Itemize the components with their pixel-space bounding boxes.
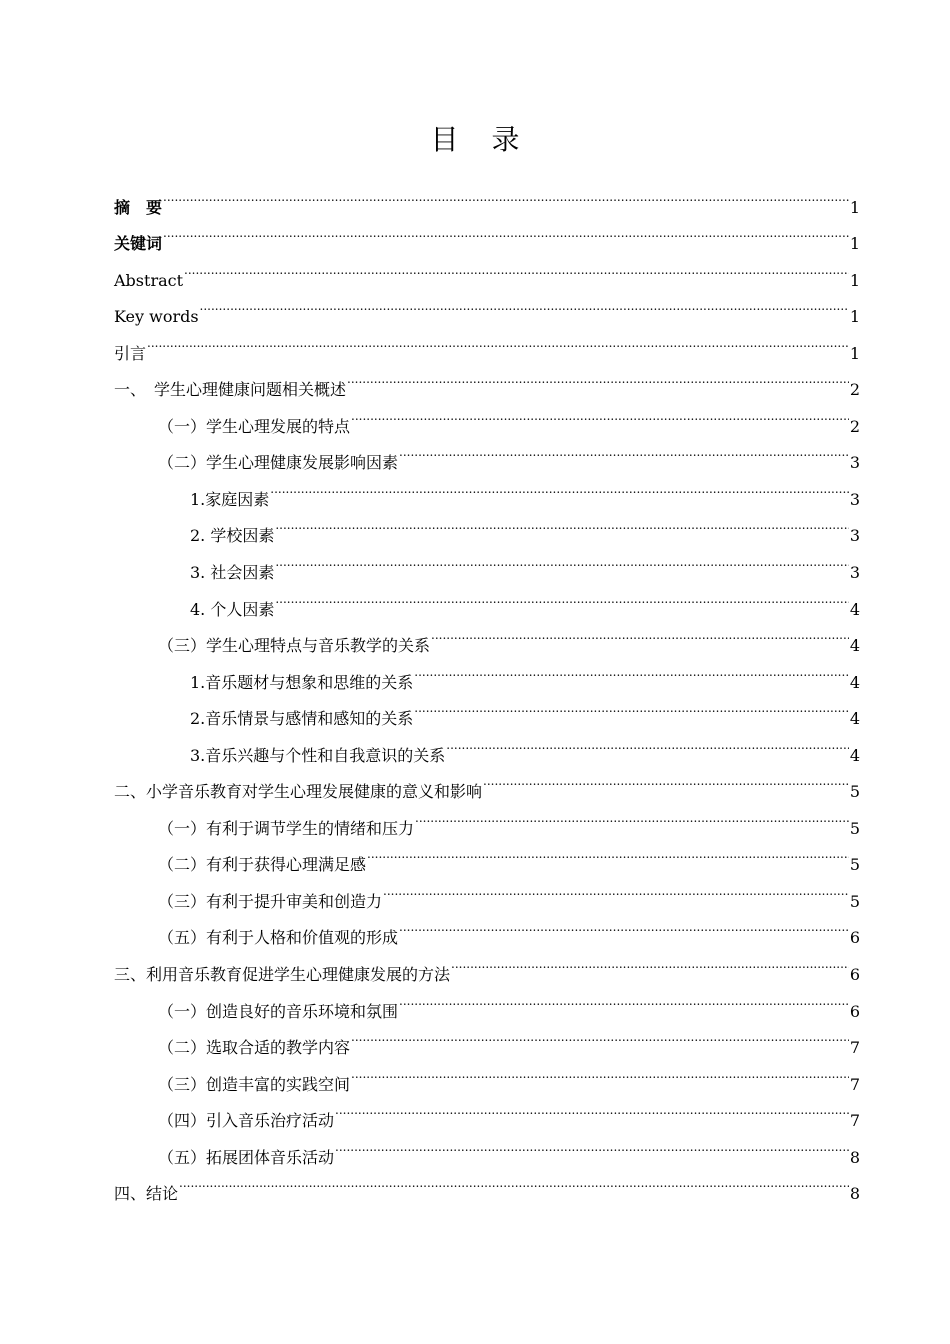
table-of-contents [114, 176, 860, 1204]
toc-entry-label: 3. 社会因素 [190, 563, 275, 583]
toc-leader-dots [399, 907, 849, 944]
toc-leader-dots [414, 651, 849, 688]
toc-leader-dots [367, 834, 849, 871]
toc-entry-page-number: 8 [849, 1147, 860, 1167]
toc-leader-dots [451, 943, 849, 980]
toc-entry-page-number: 1 [849, 343, 860, 363]
toc-entry-page-number: 1 [849, 197, 860, 217]
toc-entry-label: 三、利用音乐教育促进学生心理健康发展的方法 [114, 965, 451, 985]
toc-entry-page-number: 6 [849, 965, 860, 985]
toc-entry-page-number: 1 [849, 307, 860, 327]
toc-entry-page-number: 7 [849, 1038, 860, 1058]
toc-entry-label: （五）拓展团体音乐活动 [158, 1147, 335, 1167]
toc-leader-dots [446, 724, 849, 761]
toc-leader-dots [179, 1163, 849, 1200]
toc-entry-page-number: 5 [849, 818, 860, 838]
toc-leader-dots [184, 249, 849, 286]
toc-entry-label: 引言 [114, 343, 147, 363]
toc-entry-page-number: 3 [849, 489, 860, 509]
toc-entry-page-number: 1 [849, 270, 860, 290]
toc-entry-label: 4. 个人因素 [190, 599, 275, 619]
toc-leader-dots [147, 322, 849, 359]
toc-entry-label: 摘 要 [114, 197, 163, 217]
toc-leader-dots [399, 980, 849, 1017]
toc-entry-label: 1.音乐题材与想象和思维的关系 [190, 672, 414, 692]
toc-leader-dots [335, 1126, 849, 1163]
toc-entry-label: 3.音乐兴趣与个性和自我意识的关系 [190, 745, 446, 765]
toc-entry-page-number: 6 [849, 928, 860, 948]
toc-leader-dots [383, 870, 849, 907]
toc-entry-label: （三）有利于提升审美和创造力 [158, 891, 383, 911]
toc-leader-dots [275, 578, 848, 615]
toc-entry-page-number: 2 [849, 380, 860, 400]
toc-entry-page-number: 4 [849, 745, 860, 765]
toc-entry-page-number: 4 [849, 709, 860, 729]
toc-entry-page-number: 3 [849, 526, 860, 546]
toc-entry[interactable] [114, 176, 860, 217]
toc-entry-label: 1.家庭因素 [190, 489, 270, 509]
toc-entry-label: （三）学生心理特点与音乐教学的关系 [158, 636, 431, 656]
toc-entry[interactable] [114, 249, 860, 290]
toc-entry-label: Key words [114, 307, 199, 327]
toc-entry-label: Abstract [114, 270, 184, 290]
toc-leader-dots [163, 176, 849, 213]
toc-entry-label: （二）有利于获得心理满足感 [158, 855, 367, 875]
toc-entry-label: 关键词 [114, 234, 163, 254]
toc-entry-page-number: 3 [849, 563, 860, 583]
toc-entry-page-number: 1 [849, 234, 860, 254]
toc-leader-dots [200, 286, 849, 323]
toc-entry-page-number: 6 [849, 1001, 860, 1021]
toc-leader-dots [415, 797, 849, 834]
toc-entry-label: （五）有利于人格和价值观的形成 [158, 928, 399, 948]
toc-leader-dots [351, 1017, 849, 1054]
toc-leader-dots [163, 213, 849, 250]
toc-entry-page-number: 4 [849, 672, 860, 692]
toc-entry-label: （二）学生心理健康发展影响因素 [158, 453, 399, 473]
toc-entry[interactable] [114, 322, 860, 363]
toc-entry[interactable] [114, 286, 860, 327]
toc-leader-dots [335, 1090, 849, 1127]
toc-entry[interactable] [114, 359, 860, 400]
toc-entry-page-number: 7 [849, 1074, 860, 1094]
toc-entry-label: （一）学生心理发展的特点 [158, 416, 351, 436]
toc-entry-page-number: 5 [849, 782, 860, 802]
toc-entry-page-number: 7 [849, 1111, 860, 1131]
toc-entry-label: 四、结论 [114, 1184, 179, 1204]
toc-leader-dots [414, 688, 849, 725]
toc-entry-label: 2. 学校因素 [190, 526, 275, 546]
toc-leader-dots [351, 395, 849, 432]
toc-entry[interactable] [114, 1163, 860, 1204]
toc-leader-dots [270, 468, 849, 505]
toc-entry-label: 2.音乐情景与感情和感知的关系 [190, 709, 414, 729]
toc-leader-dots [347, 359, 849, 396]
toc-leader-dots [399, 432, 849, 469]
toc-leader-dots [275, 541, 848, 578]
toc-entry-label: （一）创造良好的音乐环境和氛围 [158, 1001, 399, 1021]
toc-leader-dots [483, 761, 849, 798]
toc-entry-page-number: 8 [849, 1184, 860, 1204]
toc-entry[interactable] [114, 213, 860, 254]
toc-entry-page-number: 4 [849, 636, 860, 656]
toc-entry-label: 二、小学音乐教育对学生心理发展健康的意义和影响 [114, 782, 483, 802]
toc-entry-page-number: 4 [849, 599, 860, 619]
toc-entry-page-number: 5 [849, 891, 860, 911]
page-title: 目 录 [430, 123, 532, 156]
toc-entry-label: （二）选取合适的教学内容 [158, 1038, 351, 1058]
toc-entry-label: （三）创造丰富的实践空间 [158, 1074, 351, 1094]
toc-leader-dots [275, 505, 848, 542]
toc-leader-dots [351, 1053, 849, 1090]
toc-entry-page-number: 2 [849, 416, 860, 436]
toc-entry-label: （四）引入音乐治疗活动 [158, 1111, 335, 1131]
toc-entry-page-number: 3 [849, 453, 860, 473]
toc-entry-label: （一）有利于调节学生的情绪和压力 [158, 818, 415, 838]
toc-entry-page-number: 5 [849, 855, 860, 875]
toc-entry-label: 一、 学生心理健康问题相关概述 [114, 380, 347, 400]
toc-leader-dots [431, 615, 849, 652]
